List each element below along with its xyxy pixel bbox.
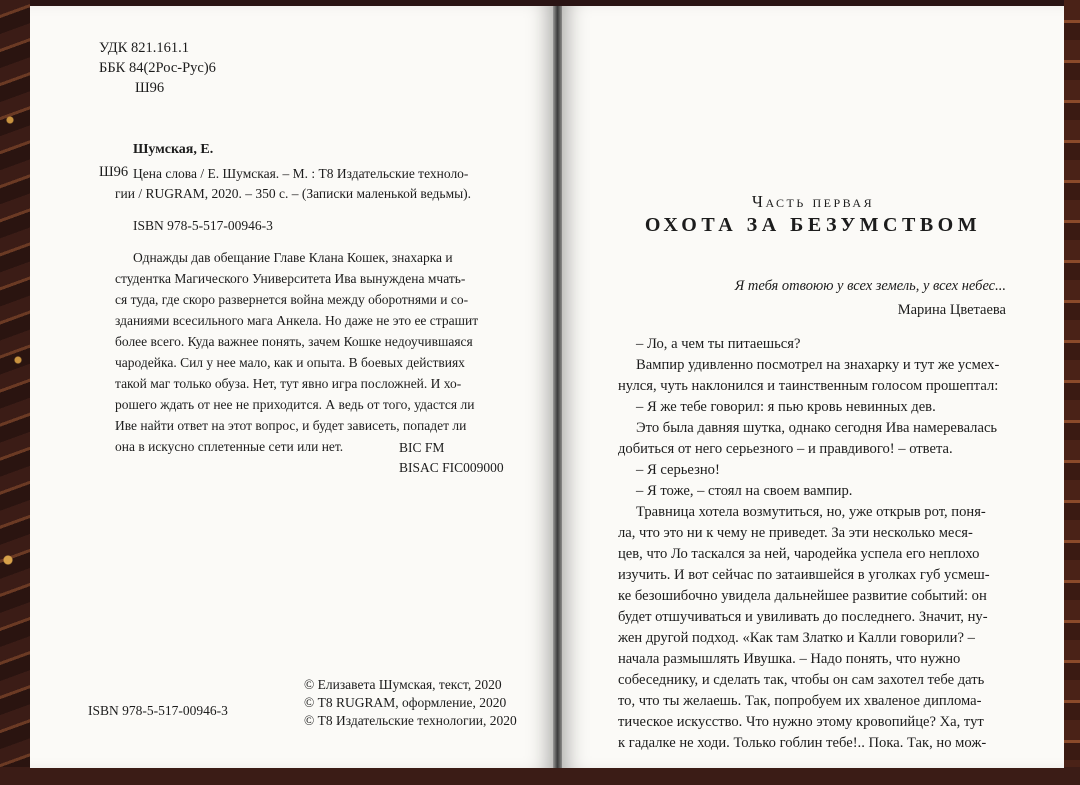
text-line: начала размышлять Ивушка. – Надо понять, что нужно: [618, 651, 961, 667]
text-line: нулся, чуть наклонился и таинственным голосом прошептал:: [618, 378, 999, 394]
text-line: собеседнику, и сделать так, чтобы он сам захотел тебе дать: [618, 672, 985, 688]
bbk-code: ББК 84(2Рос-Рус)6: [99, 60, 216, 76]
text-line: добиться от него серьезного – и правдивого! – ответа.: [618, 441, 953, 457]
part-title: Часть первая: [751, 192, 875, 211]
annotation: [115, 247, 540, 457]
epigraph: Я тебя отвоюю у всех земель, у всех небес...: [734, 278, 1006, 294]
text-line: будет отшучиваться и увиливать до последнего. Значит, ну-: [618, 609, 988, 625]
text-line: тическое искусство. Что нужно этому кровопийце? Ха, тут: [618, 714, 984, 730]
bic-code: BIC FM: [399, 440, 445, 455]
chapter-title: ОХОТА ЗА БЕЗУМСТВОМ: [644, 214, 982, 236]
text-line: Это была давняя шутка, однако сегодня Ива намеревалась: [636, 420, 998, 436]
text-line: цев, что Ло таскался за ней, чародейка успела его неплохо: [618, 546, 980, 562]
text-line: ке безошибочно увидела дальнейшее развитие событий: он: [618, 588, 987, 604]
text-line: ла, что это ни к чему не приведет. За эти несколько меся-: [618, 525, 973, 541]
udk-code: УДК 821.161.1: [99, 40, 189, 56]
text-line: – Ло, а чем ты питаешься?: [636, 336, 801, 352]
annotation-line: ся туда, где скоро развернется война между оборотнями и со-: [115, 292, 469, 307]
copyright-2: © Т8 RUGRAM, оформление, 2020: [304, 695, 507, 710]
annotation-line: более всего. Куда важнее понять, зачем Кошке недоучившаяся: [115, 334, 473, 349]
annotation-line: Иве найти ответ на этот вопрос, и будет зависеть, попадет ли: [115, 418, 467, 433]
book-cover-edge-bottom: [0, 767, 1080, 785]
annotation-line: Однажды дав обещание Главе Клана Кошек, знахарка и: [133, 250, 453, 265]
text-line: – Я тоже, – стоял на своем вампир.: [636, 483, 853, 499]
bib-line-2: гии / RUGRAM, 2020. – 350 с. – (Записки маленькой ведьмы).: [115, 186, 472, 201]
text-line: Вампир удивленно посмотрел на знахарку и тут же усмех-: [636, 357, 1000, 373]
author-mark-top: Ш96: [135, 80, 165, 96]
chapter-text: [618, 334, 999, 754]
author-heading: Шумская, Е.: [133, 142, 214, 157]
annotation-line: чародейка. Сил у нее мало, как и опыта. В боевых действиях: [115, 355, 465, 370]
text-line: к гадалке не ходи. Только гоблин тебе!.. Пока. Так, но мож-: [618, 735, 987, 751]
book-cover-edge-left: [0, 0, 30, 785]
annotation-line: студентка Магического Университета Ива вынуждена мчать-: [115, 271, 466, 286]
text-line: Травница хотела возмутиться, но, уже открыв рот, поня-: [636, 504, 986, 520]
left-page: [30, 6, 553, 768]
book-cover-edge-right: [1064, 0, 1080, 785]
text-line: жен другой подход. «Как там Златко и Калли говорили? –: [618, 630, 975, 646]
epigraph-author: Марина Цветаева: [897, 302, 1006, 318]
annotation-line: зданиями всесильного мага Анкела. Но даже не это ее страшит: [115, 313, 479, 328]
right-page: [562, 6, 1064, 768]
isbn-bottom: ISBN 978-5-517-00946-3: [88, 703, 228, 718]
text-line: – Я же тебе говорил: я пью кровь невинных дев.: [636, 399, 936, 415]
text-line: то, что ты желаешь. Так, попробуем их хваленое диплома-: [618, 693, 982, 709]
book-gutter: [553, 6, 562, 768]
copyright-1: © Елизавета Шумская, текст, 2020: [304, 677, 502, 692]
annotation-line: она в искусно сплетенные сети или нет.: [115, 439, 344, 454]
text-line: изучить. И вот сейчас по затаившейся в уголках губ усмеш-: [618, 567, 990, 583]
copyright-3: © Т8 Издательские технологии, 2020: [304, 713, 517, 728]
text-line: – Я серьезно!: [636, 462, 720, 478]
bib-line-1: Цена слова / Е. Шумская. – М. : Т8 Издательские техноло-: [133, 166, 469, 181]
bisac-code: BISAC FIC009000: [399, 460, 504, 475]
author-mark: Ш96: [99, 164, 129, 180]
isbn-text: ISBN 978-5-517-00946-3: [133, 218, 273, 233]
annotation-line: рошего ждать от нее не приходится. А ведь от того, удастся ли: [115, 397, 475, 412]
annotation-line: такой маг только обуза. Нет, тут явно игра посложней. И хо-: [115, 376, 462, 391]
